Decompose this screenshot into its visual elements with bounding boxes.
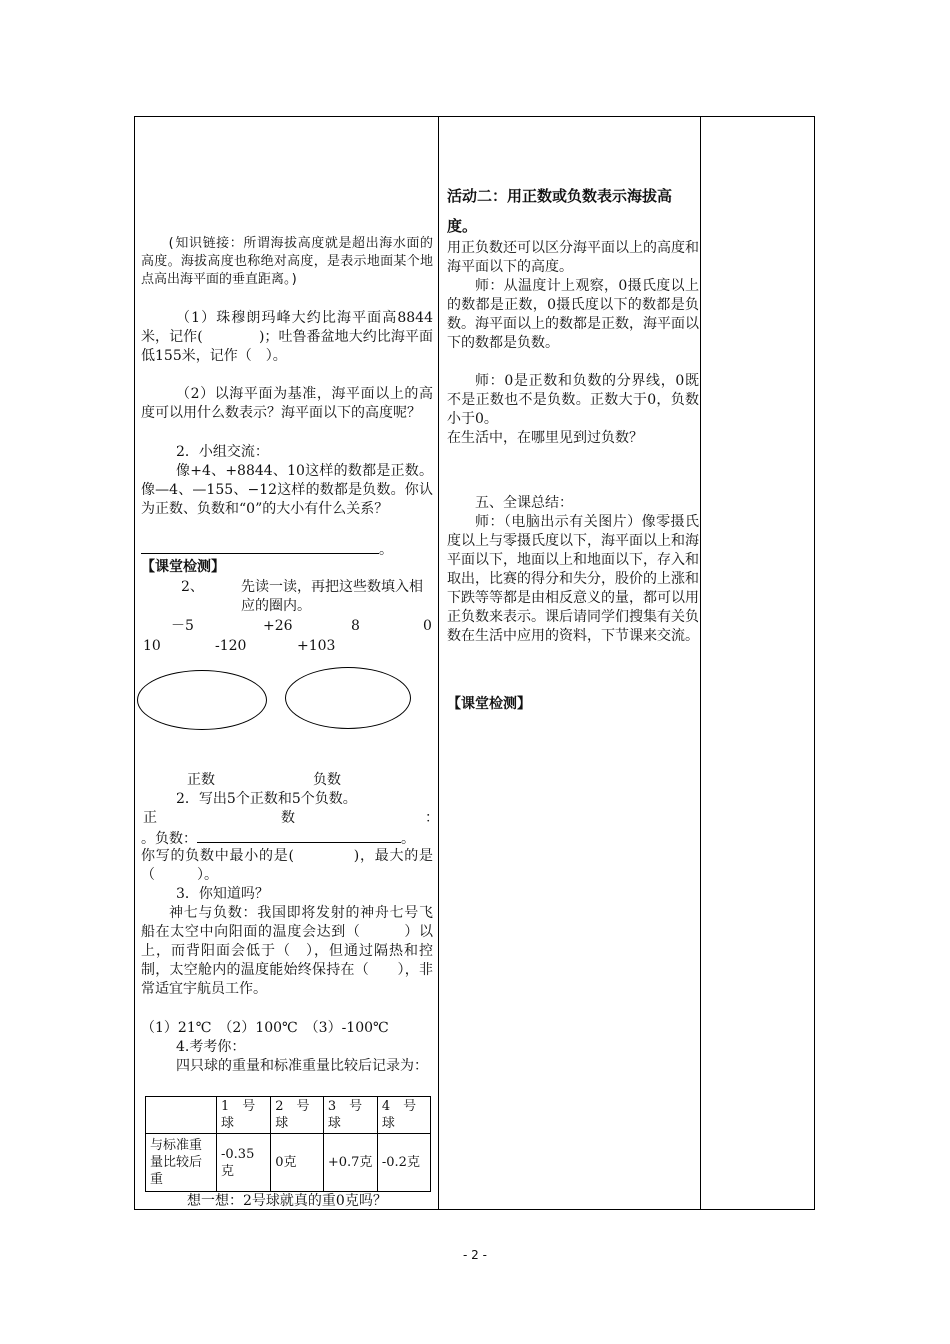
- group-text: 像+4、+8844、10这样的数都是正数。像—4、—155、−12这样的数都是负数。你认为正数、负数和“0”的大小有什么关系？: [141, 463, 433, 517]
- activity-title: 活动二：用正数或负数表示海拔高度。: [447, 187, 673, 235]
- check-title-left: 【课堂检测】: [141, 559, 225, 575]
- group-end: 。: [379, 542, 393, 558]
- negative-line: [141, 828, 433, 849]
- table-row: [146, 1134, 431, 1192]
- negative-label: 。负数：: [141, 831, 197, 847]
- negative-circle: [285, 667, 411, 729]
- summary-title: 五、全课总结：: [475, 495, 573, 511]
- question-2: （2）以海平面为基准，海平面以上的高度可以用什么数表示？海平面以下的高度呢？: [141, 386, 433, 421]
- table-cell: 1 号球: [217, 1097, 271, 1134]
- test-text: 四只球的重量和标准重量比较后记录为：: [176, 1058, 428, 1074]
- ball-weight-table: [145, 1096, 431, 1192]
- table-cell: -0.35克: [217, 1134, 271, 1192]
- middle-paragraph-4: 在生活中，在哪里见到过负数？: [447, 430, 643, 446]
- table-cell: -0.2克: [377, 1134, 430, 1192]
- number-item: 10: [143, 638, 161, 654]
- column-divider-2: [700, 117, 701, 1209]
- smallest-question: 你写的负数中最小的是( )，最大的是（ ）。: [141, 848, 433, 883]
- table-cell: 3 号球: [323, 1097, 377, 1134]
- exercise-2-text: 先读一读，再把这些数填入相应的圈内。: [241, 579, 423, 614]
- know-title: 3．你知道吗？: [176, 886, 269, 902]
- table-cell: [146, 1097, 217, 1134]
- page-number: - 2 -: [463, 1248, 487, 1262]
- middle-paragraph-1: 用正负数还可以区分海平面以上的高度和海平面以下的高度。: [447, 240, 699, 275]
- positive-label: 正: [143, 810, 157, 826]
- temperature-options: （1）21℃ （2）100℃ （3）-100℃: [141, 1020, 389, 1036]
- exercise-2-number: 2、: [181, 579, 204, 595]
- group-title: 2．小组交流：: [176, 444, 269, 460]
- table-cell: +0.7克: [323, 1134, 377, 1192]
- negative-end: 。: [401, 831, 415, 847]
- positive-label-2: 数: [281, 810, 295, 826]
- knowledge-link: (知识链接：所谓海拔高度就是超出海水面的高度。海拔高度也称绝对高度，是表示地面某个地点高出海平面的垂直距离。): [141, 236, 433, 287]
- summary-text: 师：（电脑出示有关图片）像零摄氏度以上与零摄氏度以下，海平面以上和海平面以下，地面以上和地面以下，存入和取出，比赛的得分和失分，股价的上涨和下跌等等都是由相反意义的量，都可以用正负数来表示。课后请同学们搜集有关负数在生活中应用的资料，下节课来交流。: [447, 514, 699, 644]
- test-title: 4.考考你：: [176, 1039, 246, 1055]
- number-item: －5: [171, 618, 194, 634]
- table-cell: 0克: [271, 1134, 324, 1192]
- number-item: 8: [351, 618, 360, 634]
- number-item: 0: [423, 618, 432, 634]
- lesson-table: [134, 116, 815, 1210]
- middle-paragraph-3: 师：0是正数和负数的分界线，0既不是正数也不是负数。正数大于0，负数小于0。: [447, 373, 699, 427]
- positive-circle: [137, 670, 267, 730]
- know-text: 神七与负数：我国即将发射的神舟七号飞船在太空中向阳面的温度会达到（ ）以上，而背阳面会低于（ ），但通过隔热和控制，太空舱内的温度能始终保持在（ ），非常适宜宇航员工作。: [141, 905, 433, 997]
- table-row-label: 与标准重量比较后重: [146, 1134, 217, 1192]
- positive-colon: ：: [425, 810, 439, 826]
- question-1: （1）珠穆朗玛峰大约比海平面高8844米，记作( )；吐鲁番盆地大约比海平面低155米，记作（ ）。: [141, 310, 433, 364]
- table-cell: 4 号球: [377, 1097, 430, 1134]
- check-title-middle: 【课堂检测】: [447, 696, 531, 712]
- negative-circle-label: 负数: [313, 772, 341, 788]
- middle-paragraph-2: 师：从温度计上观察，0摄氏度以上的数都是正数，0摄氏度以下的数都是负数。海平面以上的数都是正数，海平面以下的数都是负数。: [447, 278, 699, 351]
- think-question: 想一想：2号球就真的重0克吗？: [187, 1193, 387, 1209]
- number-item: -120: [215, 638, 247, 654]
- table-cell: 2 号球: [271, 1097, 324, 1134]
- number-item: +103: [297, 638, 336, 654]
- negative-blank: [197, 828, 401, 843]
- number-item: +26: [263, 618, 293, 634]
- column-divider-1: [438, 117, 439, 1209]
- positive-circle-label: 正数: [187, 772, 215, 788]
- answer-blank: [141, 539, 379, 554]
- write-numbers-title: 2．写出5个正数和5个负数。: [176, 791, 357, 807]
- group-answer-line: [141, 539, 433, 558]
- table-row: [146, 1097, 431, 1134]
